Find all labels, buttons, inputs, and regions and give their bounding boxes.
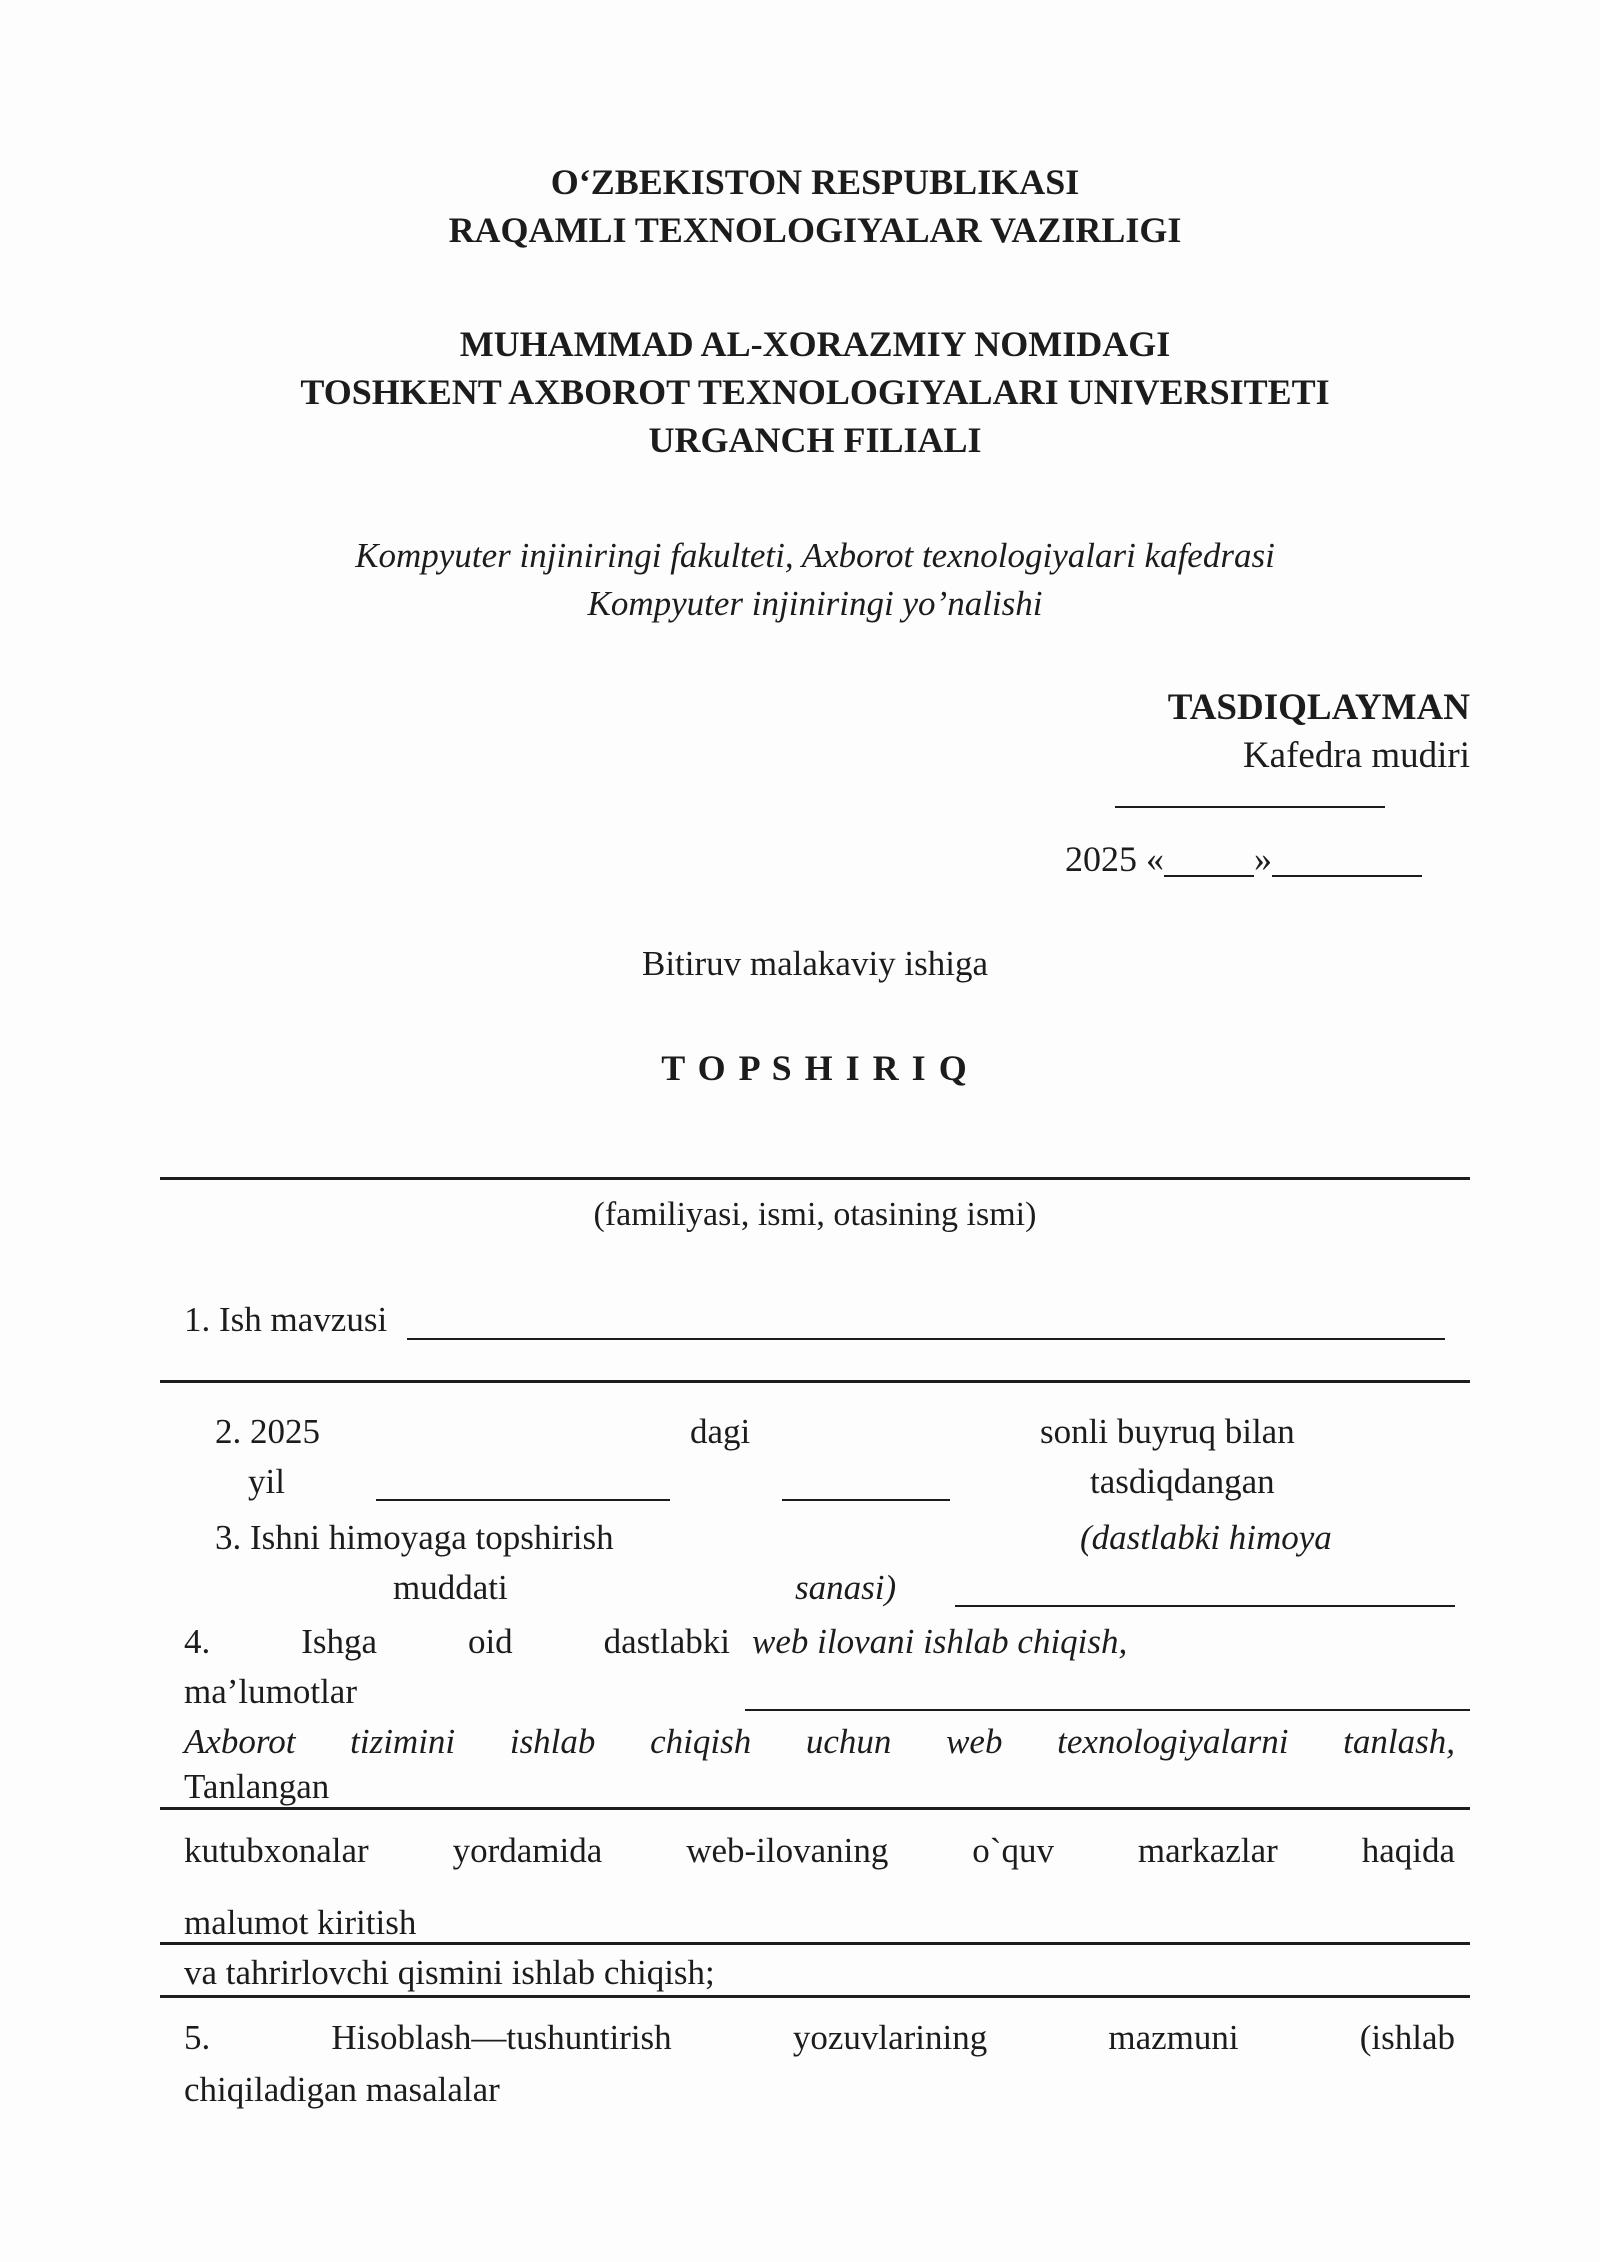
item5-line-2: chiqiladigan masalalar <box>184 2070 500 2109</box>
answer-line-4: malumot kiritish <box>184 1903 417 1942</box>
item1-label: 1. Ish mavzusi <box>184 1300 388 1339</box>
section-rule-1 <box>160 1380 1470 1383</box>
item4-row1 <box>160 1617 1470 1667</box>
answer-line-1: Axborot tizimini ishlab chiqish uchun web texnologiyalarni tanlash, <box>184 1722 1455 1761</box>
signature-line <box>1115 806 1385 808</box>
item2-sonli: sonli buyruq bilan <box>1040 1412 1295 1451</box>
item2-tasdiqdangan: tasdiqdangan <box>1090 1462 1275 1501</box>
item4-blank <box>745 1667 1470 1711</box>
university-line-2: TOSHKENT AXBOROT TEXNOLOGIYALARI UNIVERSITETI <box>300 372 1330 412</box>
department-header <box>160 532 1470 628</box>
section-rule-2 <box>160 1807 1470 1810</box>
item3-label: 3. Ishni himoyaga topshirish <box>215 1518 614 1557</box>
item2-number-year: 2. 2025 <box>215 1412 320 1451</box>
item1-row <box>160 1296 1470 1346</box>
name-caption: (familiyasi, ismi, otasining ismi) <box>593 1196 1037 1233</box>
item5-line-1: 5. Hisoblash—tushuntirish yozuvlarining mazmuni (ishlab <box>184 2018 1455 2057</box>
university-line-3: URGANCH FILIALI <box>648 420 982 460</box>
faculty-line: Kompyuter injiniringi fakulteti, Axborot texnologiyalari kafedrasi <box>355 536 1275 575</box>
answer-line-2: Tanlangan <box>184 1767 330 1806</box>
item2-row2 <box>160 1457 1470 1507</box>
assignment-title: T O P S H I R I Q <box>661 1048 969 1088</box>
item3-row2 <box>160 1563 1470 1613</box>
direction-line: Kompyuter injiniringi yo’nalishi <box>587 584 1043 623</box>
approval-title: TASDIQLAYMAN <box>1167 687 1470 728</box>
item2-yil: yil <box>248 1462 285 1501</box>
ministry-header <box>160 158 1470 254</box>
date-month-blank <box>1272 841 1422 877</box>
name-rule <box>160 1177 1470 1180</box>
item3-sanasi: sanasi) <box>795 1568 897 1607</box>
item2-dagi: dagi <box>690 1412 751 1451</box>
university-line-1: MUHAMMAD AL-XORAZMIY NOMIDAGI <box>459 324 1171 364</box>
date-day-blank <box>1164 841 1254 877</box>
section-rule-4 <box>160 1995 1470 1998</box>
approval-date-separator: » <box>1254 839 1272 879</box>
item1-blank <box>407 1296 1445 1340</box>
item3-muddati: muddati <box>393 1568 508 1607</box>
assignment-intro: Bitiruv malakaviy ishiga <box>641 944 989 983</box>
item3-row1 <box>160 1513 1470 1563</box>
item3-dastlabki: (dastlabki himoya <box>1080 1518 1332 1557</box>
item2-blank-2 <box>782 1457 950 1501</box>
approval-date-line <box>160 834 1470 884</box>
item2-blank-1 <box>376 1457 670 1501</box>
item3-blank <box>955 1563 1455 1607</box>
item2-row1 <box>160 1407 1470 1457</box>
ministry-line-1: O‘ZBEKISTON RESPUBLIKASI <box>550 162 1080 202</box>
approval-date-prefix: 2025 « <box>1065 839 1164 879</box>
item4-row2 <box>160 1667 1470 1717</box>
answer-line-5: va tahrirlovchi qismini ishlab chiqish; <box>184 1953 715 1992</box>
answer-line-3: kutubxonalar yordamida web-ilovaning o`quv markazlar haqida <box>184 1831 1455 1870</box>
section-rule-3 <box>160 1942 1470 1945</box>
item4-answer: web ilovani ishlab chiqish, <box>752 1622 1128 1661</box>
item4-label: 4. Ishga oid dastlabki <box>184 1622 730 1661</box>
university-header <box>160 320 1470 464</box>
document-content <box>160 158 1470 2116</box>
item4-malumotlar: ma’lumotlar <box>184 1672 358 1711</box>
approval-subtitle: Kafedra mudiri <box>1242 735 1470 776</box>
ministry-line-2: RAQAMLI TEXNOLOGIYALAR VAZIRLIGI <box>448 210 1182 250</box>
approval-block <box>160 684 1470 884</box>
